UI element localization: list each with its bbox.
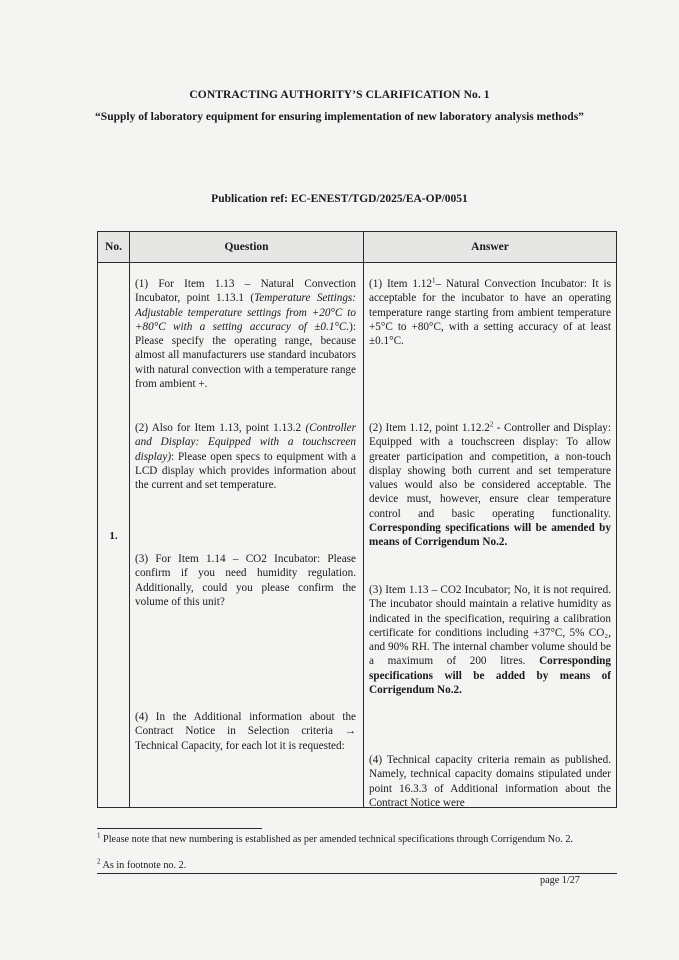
question-4: (4) In the Additional information about the Contract Notice in Selection criteria → Technical Capacity, for each lot it is requested:: [135, 711, 356, 752]
question-3: (3) For Item 1.14 – CO2 Incubator: Please confirm if you need humidity regulation. Additionally, could you please confirm the volume of this unit?: [135, 553, 356, 608]
header-question: Question: [224, 241, 269, 253]
column-divider: [363, 232, 364, 807]
page-number: page 1/27: [540, 875, 580, 886]
document-title: CONTRACTING AUTHORITY’S CLARIFICATION No. 1: [189, 89, 490, 101]
column-divider: [129, 232, 130, 807]
answer-4: (4) Technical capacity criteria remain as published. Namely, technical capacity domains stipulated under point 16.3.3 of Additional information about the Contract Notice were: [369, 754, 611, 809]
answer-2: (2) Item 1.12, point 1.12.2$^2$ - Controller and Display: Equipped with a touchscreen display: To allow greater participation and competition, a non-touch display showing both current and set temperature values would also be considered acceptable. The device must, however, ensure clear temperature control and basic operating functionality. Corresponding specifications will be amended by means of Corrigendum No.2.: [369, 420, 612, 549]
question-1: (1) For Item 1.13 – Natural Convection Incubator, point 1.13.1 (Temperature Settings: Adjustable temperature settings from +20°C to +80°C with a setting accuracy of ±0.1°C.): Please specify the operating range, because almost all manufacturers use standard incubators with natural convection with a temperature range from ambient +.: [135, 278, 356, 391]
answer-1: (1) Item 1.12$^1$– Natural Convection Incubator: It is acceptable for the incubator to have an operating temperature range starting from ambient temperature +5°C to +80°C, with a setting accuracy of at least ±0.1°C.: [369, 276, 611, 348]
answer-3: (3) Item 1.13 – CO2 Incubator; No, it is not required. The incubator should maintain a relative humidity as indicated in the specification, requiring a calibration certificate for conditions including +37°C, 5% CO₂, and 90% RH. The internal chamber volume should be a maximum of 200 litres. Corresponding specifications will be added by means of Corrigendum No.2.: [369, 584, 611, 697]
publication-reference: Publication ref: EC-ENEST/TGD/2025/EA-OP/0051: [211, 193, 468, 205]
clarification-table: [97, 231, 617, 808]
footnote-2: $^2$ As in footnote no. 2.: [97, 857, 187, 871]
footnote-1: $^1$ Please note that new numbering is established as per amended technical specifications through Corrigendum No. 2.: [97, 831, 573, 845]
header-answer: Answer: [471, 241, 509, 253]
header-divider: [98, 262, 616, 263]
header-no: No.: [105, 241, 122, 253]
document-subtitle: “Supply of laboratory equipment for ensuring implementation of new laboratory analysis methods”: [95, 111, 584, 123]
footnote-separator: [97, 828, 262, 829]
question-2: (2) Also for Item 1.13, point 1.13.2 (Controller and Display: Equipped with a touchscreen display): Please open specs to equipment with a LCD display which provides information about the current and set temperature.: [135, 422, 356, 492]
row-number: 1.: [109, 530, 118, 542]
footer-rule: [97, 873, 617, 874]
